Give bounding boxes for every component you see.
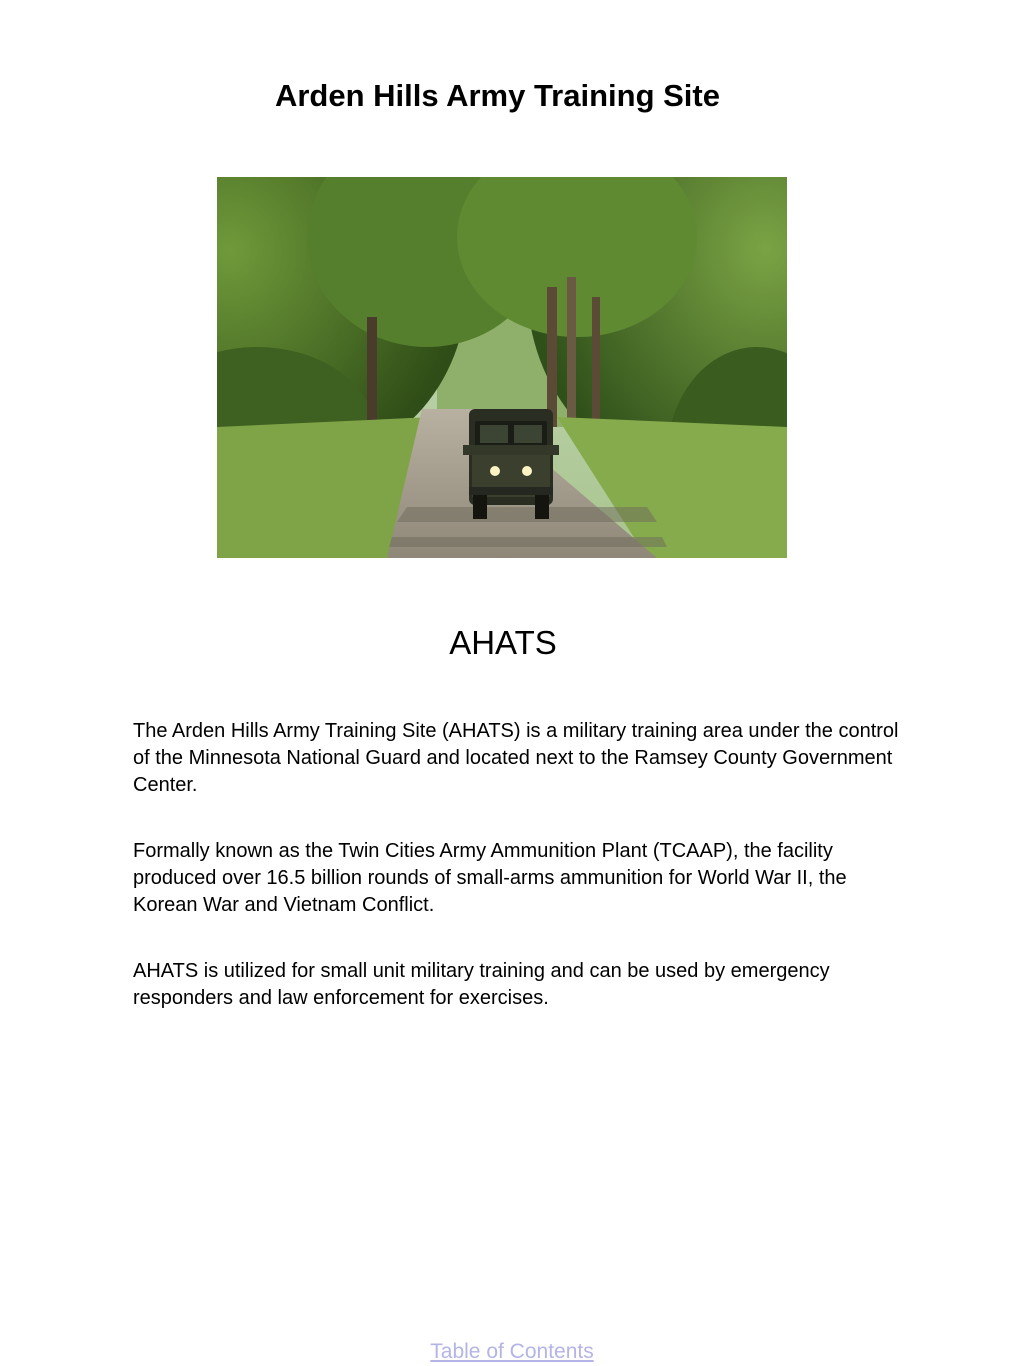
paragraph-intro: The Arden Hills Army Training Site (AHATS) is a military training area under the control of the Minnesota National Guard and located next to the Ramsey County Government Center. [133,720,899,796]
truck-on-road-image [217,177,787,558]
table-of-contents-link[interactable]: Table of Contents [430,1340,594,1363]
section-heading: AHATS [449,624,557,661]
site-photo [217,177,787,558]
page-title: Arden Hills Army Training Site [274,78,720,113]
paragraph-usage: AHATS is utilized for small unit military training and can be used by emergency responders and law enforcement for exercises. [133,960,830,1009]
paragraph-history: Formally known as the Twin Cities Army Ammunition Plant (TCAAP), the facility produced over 16.5 billion rounds of small-arms ammunition for World War II, the Korean War and Vietnam Conflict. [133,840,847,916]
